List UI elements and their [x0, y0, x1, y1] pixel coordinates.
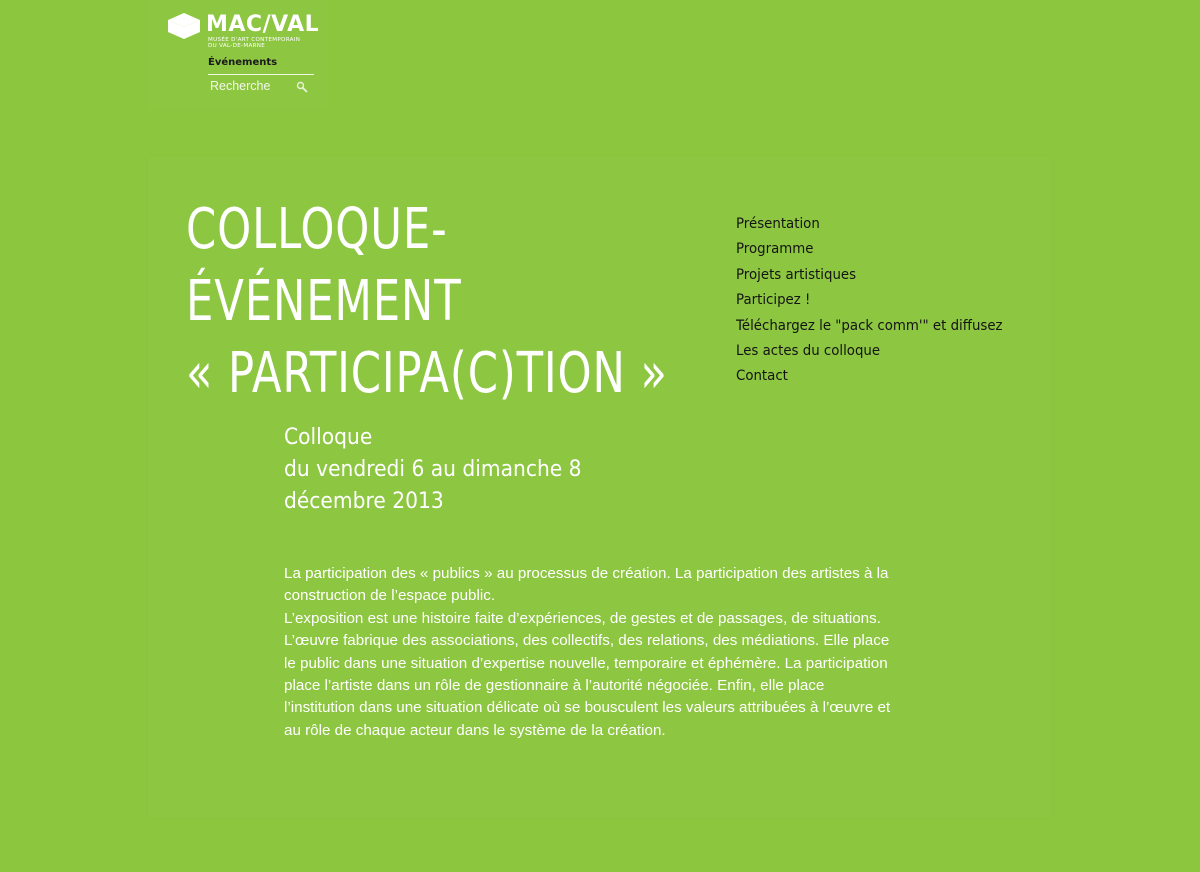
event-dates-line: décembre 2013: [284, 489, 444, 514]
nav-item-pack-comm: [736, 313, 1026, 338]
section-label: Événements: [208, 57, 278, 68]
intro-text: [284, 563, 894, 742]
nav-link-projets-artistiques[interactable]: Projets artistiques: [736, 266, 857, 283]
site-header: [148, 0, 328, 110]
nav-item-projets: [736, 262, 1026, 287]
logo-wordmark: MAC/VAL: [206, 12, 320, 37]
page-title-line: « PARTICIPA(C)TION »: [186, 341, 668, 406]
logo-subtitle-line2: DU VAL-DE-MARNE: [208, 43, 266, 50]
content-panel: [148, 156, 1051, 818]
page-title-line: ÉVÉNEMENT: [186, 269, 462, 334]
nav-item-programme: [736, 236, 1026, 261]
page-title: [186, 194, 668, 410]
intro-paragraph: L’exposition est une histoire faite d’expériences, de gestes et de passages, de situations. L’œuvre fabrique des associations, des collectifs, des relations, des médiations. Elle place le public dans une situation d’expertise nouvelle, temporaire et éphémère. La participation place l’artiste dans un rôle de gestionnaire à l’autorité négociée. Enfin, elle place l’institution dans une situation délicate où se bousculent les valeurs attribuées à l’œuvre et au rôle de chaque acteur dans le système de la création.: [284, 609, 891, 739]
intro-paragraph: La participation des « publics » au processus de création. La participation des artistes à la construction de l’espace public.: [284, 565, 889, 605]
nav-item-actes: [736, 338, 1026, 363]
logo-cube-icon: [166, 12, 202, 40]
nav-link-participez[interactable]: Participez !: [736, 292, 811, 309]
page-title-line: COLLOQUE-: [186, 197, 448, 262]
nav-link-contact[interactable]: Contact: [736, 368, 788, 385]
event-nav: [736, 211, 1026, 389]
nav-link-programme[interactable]: Programme: [736, 241, 814, 258]
nav-item-participez: [736, 287, 1026, 312]
nav-link-presentation[interactable]: Présentation: [736, 216, 820, 232]
nav-item-contact: [736, 363, 1026, 388]
nav-link-actes-colloque[interactable]: Les actes du colloque: [736, 342, 881, 359]
event-dates-line: du vendredi 6 au dimanche 8: [284, 457, 582, 482]
search-icon[interactable]: [296, 81, 308, 93]
event-dates-line: Colloque: [284, 425, 373, 450]
nav-link-pack-comm[interactable]: Téléchargez le "pack comm'" et diffusez: [736, 317, 1003, 334]
event-dates: [284, 422, 582, 518]
search-divider: [208, 74, 314, 75]
nav-item-presentation: [736, 211, 1026, 236]
search-input[interactable]: [210, 77, 294, 95]
logo-subtitle: [208, 37, 328, 49]
logo-subtitle-line1: MUSÉE D'ART CONTEMPORAIN: [208, 37, 301, 43]
site-logo[interactable]: [166, 12, 320, 52]
